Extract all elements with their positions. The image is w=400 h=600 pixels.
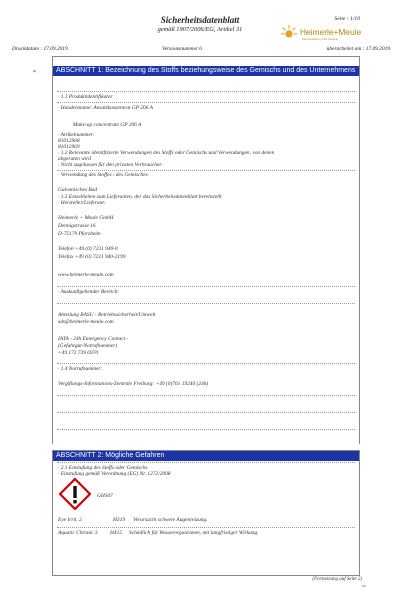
exclamation-mark-icon [59,478,91,510]
s1-line: · 1.2 Relevante identifizierte Verwendungen des Stoffs oder Gemischs und Verwendungen, von denen [58,150,275,156]
country-code: DE [361,584,366,588]
s2-line: · 2.1 Einstufung des Stoffs oder Gemischs [58,465,148,471]
s1-line: +49 172 739 6970 [58,350,99,356]
s1-line: 81012968 [58,138,80,144]
hazard-code: H412 [110,530,122,536]
hazard-text: Verursacht schwere Augenreizung. [133,517,208,523]
s1-line: · 1.1 Produktidentifikator [58,94,113,100]
s1-link[interactable]: www.heimerle-meule.com [58,272,114,278]
s1-line: Dennigstrasse 16 [58,223,96,229]
s1-line: · 1.4 Notrufnummer: [58,366,103,372]
change-marker: * [33,70,36,76]
continued-note: (Fortsetzung auf Seite 2) [312,577,362,582]
section-2-title: ABSCHNITT 2: Mögliche Gefahren [53,451,359,461]
s1-line: Abteilung BASU - Betriebssicherheit/Umwelt [58,312,156,318]
hazard-class: Eye Irrit. 2 [58,517,82,523]
s1-email[interactable]: sds@heimerle-meule.com [58,319,114,325]
page-number: Seite : 1/10 [334,16,360,22]
hazard-text: Schädlich für Wasserorganismen, mit langfristiger Wirkung. [129,530,259,536]
logo-name: Heimerle+Meule [300,27,362,37]
divider [57,170,355,171]
ghs07-pictogram [59,478,91,515]
divider [57,91,355,92]
version-number: Versionsnummer 6 [162,46,202,52]
s1-line: · Hersteller/Lieferant: [58,200,106,206]
divider [57,527,355,528]
s1-line: · Nicht zugelassen für den privaten Verbraucher. [58,162,163,168]
s1-line: · 1.3 Einzelheiten zum Lieferanten, der das Sicherheitsdatenblatt bereitstellt [58,194,222,200]
s1-line: · Handelsname: Ansatzkonzentrat GP 206 A [58,105,153,111]
s1-line: (Gefahrgut-Notrufnummer) [58,343,118,349]
section-2 [52,450,360,576]
s1-line: Telefax +49 (0) 7231 940-2199 [58,254,126,260]
divider [57,395,355,396]
section-1-title: ABSCHNITT 1: Bezeichnung des Stoffs beziehungsweise des Gemischs und des Unternehmens [53,66,359,76]
divider [57,102,355,103]
document-subtitle: gemäß 1907/2006/EG, Artikel 31 [157,26,243,33]
s1-line: abgeraten wird [58,156,91,162]
s2-line: · Einstufung gemäß Verordnung (EG) Nr. 1272/2008 [58,471,171,477]
hazard-code: H319 [113,517,125,523]
s1-line: Galvanisches Bad [58,187,98,193]
s1-line: 81012969 [58,144,80,150]
divider [57,286,355,287]
s1-line: IATA - 24h Emergency Contact - [58,336,129,342]
logo-subtitle: Die Kompetenz in der Galvanik [302,38,338,41]
divider [57,363,355,364]
ghs-code: GHS07 [97,493,113,499]
revision-date: überarbeitet am : 17.09.2019 [326,46,390,52]
divider [57,412,355,413]
sun-logo-icon [280,24,298,42]
s1-line: Make-up concentrate GP 206 A [73,122,142,128]
divider [57,429,355,430]
company-logo [280,24,370,44]
s1-line: · Artikelnummer: [58,132,95,138]
print-date: Druckdatum : 17.09.2019 [12,46,68,52]
document-title: Sicherheitsdatenblatt [160,15,240,25]
s1-line: Vergiftungs-Informations-Zentrale Freiburg: +49 (0)761 19240 (24h) [58,381,209,387]
hazard-class: Aquatic Chronic 3 [58,530,98,536]
s1-line: · Auskunftgebender Bereich: [58,289,120,295]
s1-line: · Verwendung des Stoffes / des Gemisches [58,172,148,178]
divider [57,303,355,304]
s1-line: D-75179 Pforzheim [58,231,101,237]
divider [57,462,355,463]
section-1 [52,56,360,444]
s1-line: Heimerle + Meule GmbH [58,215,114,221]
s1-line: Telefon +49 (0) 7231 940-0 [58,246,118,252]
